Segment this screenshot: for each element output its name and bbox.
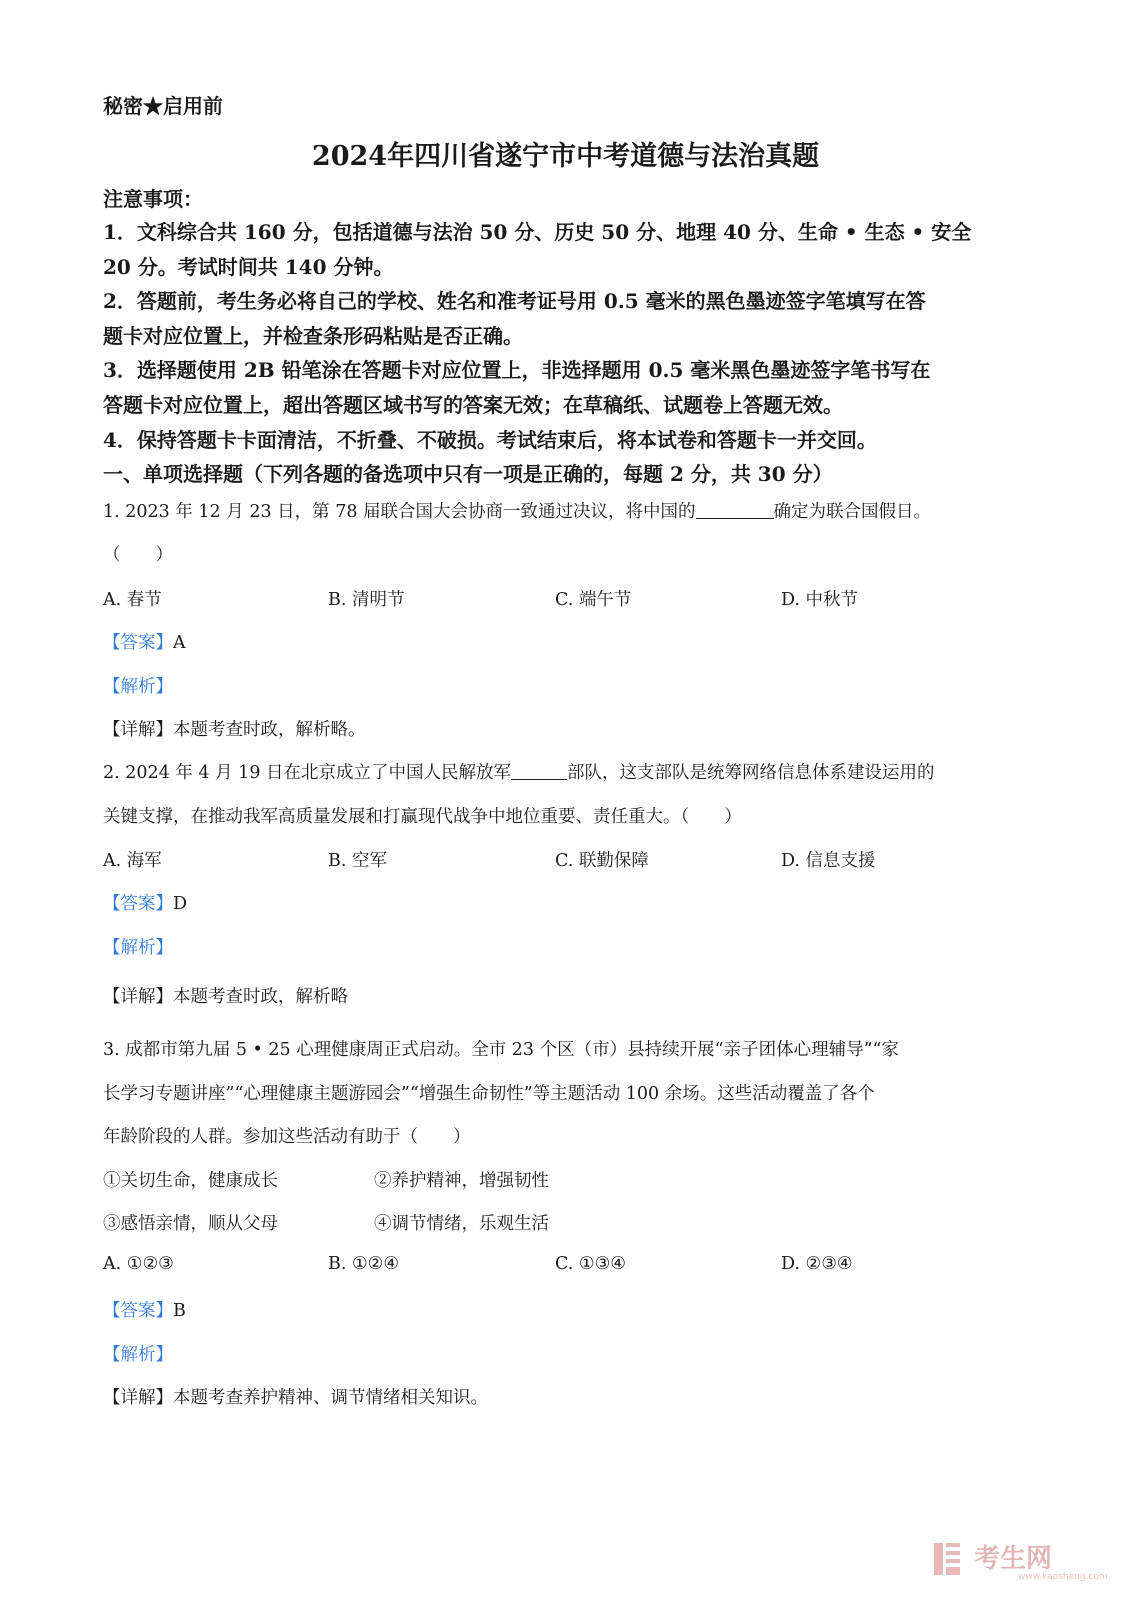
fill-blank xyxy=(511,762,567,781)
option-d: D. 信息支援 xyxy=(781,851,876,871)
question-1-bracket: （ ） xyxy=(103,545,173,565)
detail-text: 本题考查时政，解析略 xyxy=(173,987,348,1007)
detail-row xyxy=(103,983,348,1008)
option-a: A. 春节 xyxy=(103,590,162,610)
option-a: A. 海军 xyxy=(103,851,162,871)
answer-value: A xyxy=(173,633,186,653)
note-line: 4．保持答题卡卡面清洁，不折叠、不破损。考试结束后，将本试卷和答题卡一并交回。 xyxy=(103,428,877,452)
statement-1: ①关切生命，健康成长 xyxy=(103,1171,278,1191)
note-line: 2．答题前，考生务必将自己的学校、姓名和准考证号用 0.5 毫米的黑色墨迹签字笔填写在答 xyxy=(103,289,926,313)
watermark-name: 考生网 xyxy=(974,1544,1053,1574)
fill-blank xyxy=(696,501,774,520)
detail-label: 【详解】 xyxy=(103,720,173,740)
statement-2: ②养护精神，增强韧性 xyxy=(374,1171,549,1191)
question-1-stem-start: 1. 2023 年 12 月 23 日，第 78 届联合国大会协商一致通过决议，将中国的 xyxy=(103,502,696,522)
question-2-stem-start: 2. 2024 年 4 月 19 日在北京成立了中国人民解放军 xyxy=(103,763,512,783)
answer-row xyxy=(103,1297,186,1322)
note-line: 20 分。考试时间共 140 分钟。 xyxy=(103,255,394,279)
answer-label: 【答案】 xyxy=(103,633,173,653)
analysis-label: 【解析】 xyxy=(103,938,173,958)
detail-row xyxy=(103,1384,488,1409)
option-c: C. ①③④ xyxy=(555,1254,626,1274)
answer-row xyxy=(103,890,187,915)
analysis-label: 【解析】 xyxy=(103,677,173,697)
answer-row xyxy=(103,629,186,654)
option-b: B. ①②④ xyxy=(328,1254,400,1274)
statement-4: ④调节情绪，乐观生活 xyxy=(374,1214,549,1234)
answer-value: B xyxy=(173,1301,186,1321)
watermark-logo-icon xyxy=(930,1537,1115,1581)
question-1-stem-end: 确定为联合国假日。 xyxy=(773,502,932,522)
detail-row xyxy=(103,716,366,741)
note-line: 1．文科综合共 160 分，包括道德与法治 50 分、历史 50 分、地理 40 分、生命 • 生态 • 安全 xyxy=(103,220,972,244)
question-3-stem-line2: 长学习专题讲座”“心理健康主题游园会”“增强生命韧性”等主题活动 100 余场。这些活动覆盖了各个 xyxy=(103,1084,875,1104)
detail-label: 【详解】 xyxy=(103,1388,173,1408)
statement-3: ③感悟亲情，顺从父母 xyxy=(103,1214,278,1234)
confidential-mark: 秘密★启用前 xyxy=(103,94,223,118)
watermark-url: www.kaosheng.com xyxy=(1018,1572,1108,1581)
watermark xyxy=(930,1537,1115,1581)
option-c: C. 端午节 xyxy=(555,590,632,610)
notes-heading: 注意事项： xyxy=(103,187,203,211)
note-line: 3．选择题使用 2B 铅笔涂在答题卡对应位置上，非选择题用 0.5 毫米黑色墨迹签字笔书写在 xyxy=(103,358,931,382)
question-2-stem-line2: 关键支撑，在推动我军高质量发展和打赢现代战争中地位重要、责任重大。（ ） xyxy=(103,807,742,827)
page-title: 2024年四川省遂宁市中考道德与法治真题 xyxy=(311,141,820,172)
option-c: C. 联勤保障 xyxy=(555,851,649,871)
note-line: 题卡对应位置上，并检查条形码粘贴是否正确。 xyxy=(103,324,523,348)
answer-value: D xyxy=(173,894,188,914)
detail-label: 【详解】 xyxy=(103,987,173,1007)
option-b: B. 空军 xyxy=(328,851,387,871)
question-2-stem-end: 部队，这支部队是统筹网络信息体系建设运用的 xyxy=(567,763,935,783)
note-line: 答题卡对应位置上，超出答题区域书写的答案无效；在草稿纸、试题卷上答题无效。 xyxy=(103,393,843,417)
question-2-stem xyxy=(103,759,935,784)
option-d: D. 中秋节 xyxy=(781,590,859,610)
question-3-stem-line3: 年龄阶段的人群。参加这些活动有助于（ ） xyxy=(103,1127,471,1147)
detail-text: 本题考查时政，解析略。 xyxy=(173,720,366,740)
question-3-stem-line1: 3. 成都市第九届 5 • 25 心理健康周正式启动。全市 23 个区（市）县持续开展“亲子团体心理辅导”“家 xyxy=(103,1040,899,1060)
option-a: A. ①②③ xyxy=(103,1254,174,1274)
question-1-stem xyxy=(103,498,931,523)
answer-label: 【答案】 xyxy=(103,1301,173,1321)
detail-text: 本题考查养护精神、调节情绪相关知识。 xyxy=(173,1388,488,1408)
analysis-label: 【解析】 xyxy=(103,1345,173,1365)
option-d: D. ②③④ xyxy=(781,1254,853,1274)
option-b: B. 清明节 xyxy=(328,590,405,610)
answer-label: 【答案】 xyxy=(103,894,173,914)
section-heading: 一、单项选择题（下列各题的备选项中只有一项是正确的，每题 2 分，共 30 分） xyxy=(103,462,833,486)
